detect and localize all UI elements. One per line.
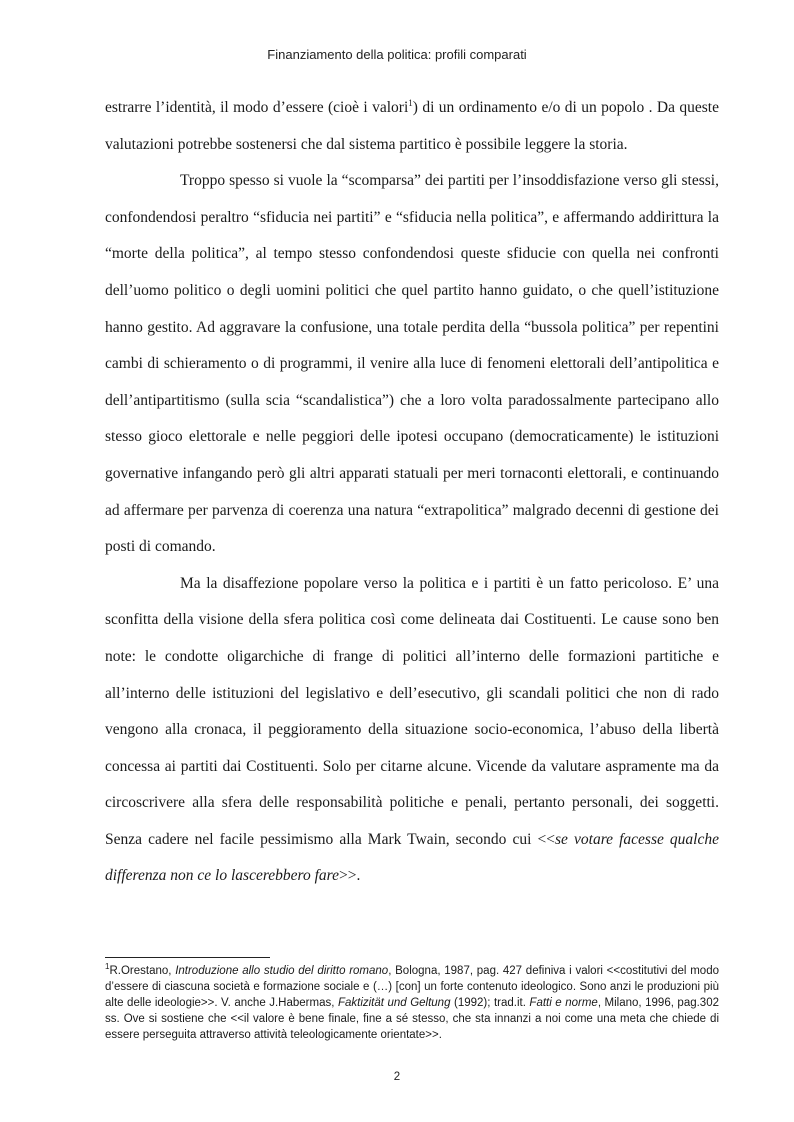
footnote-1	[105, 963, 719, 1043]
footnote-reference[interactable]: 1	[408, 97, 413, 108]
footnote-separator	[105, 957, 270, 958]
paragraph-1	[105, 90, 719, 163]
footnote-text-1: , Bologna, 1987, pag. 427 definiva i valori <<costitutivi del modo d’essere di ciascuna società e formazione sociale e (…) [con] un forte contenuto ideologico. Sono anzi le produzioni più alte delle ideologie>>. V. anche J.Habermas,	[105, 965, 719, 1009]
footnote-text-2: (1992); trad.it.	[450, 997, 530, 1009]
footnote-author: R.Orestano,	[109, 965, 176, 977]
footnote-text-3: , Milano, 1996, pag.302 ss. Ove si sostiene che <<il valore è bene finale, fine a sé stesso, che sta innanzi a noi come una meta che chiede di essere perseguita attraverso attività teleologicamente orientate>>.	[105, 997, 719, 1041]
running-header: Finanziamento della politica: profili comparati	[267, 47, 527, 62]
footnote-title-1: Introduzione allo studio del diritto romano	[175, 965, 389, 977]
footnote-title-2: Faktizität und Geltung	[337, 997, 451, 1009]
paragraph-1-text-a: estrarre l’identità, il modo d’essere (cioè i valori	[105, 99, 409, 116]
paragraph-2: Troppo spesso si vuole la “scomparsa” dei partiti per l’insoddisfazione verso gli stessi, confondendosi peraltro “sfiducia nei partiti” e “sfiducia nella politica”, e affermando addirittura la “morte della politica”, al tempo stesso confondendosi queste sfiducie con quella nei confronti dell’uomo politico o degli uomini politici che quel partito hanno guidato, o che quell’istituzione hanno gestito. Ad aggravare la confusione, una totale perdita della “bussola politica” per repentini cambi di schieramento o di programmi, il venire alla luce di fenomeni elettorali dell’antipolitica e dell’antipartitismo (sulla scia “scandalistica”) che a loro volta paradossalmente partecipano allo stesso gioco elettorale e nelle peggiori delle ipotesi occupano (democraticamente) le istituzioni governative infangando però gli altri apparati statuali per meri tornaconti elettorali, e continuando ad affermare per parvenza di coerenza una natura “extrapolitica” malgrado decenni di gestione dei posti di comando.	[105, 172, 719, 556]
footnote-number: 1	[105, 962, 110, 972]
mark-twain-quote: se votare facesse qualche differenza non ce lo lascerebbero fare	[105, 830, 719, 885]
paragraph-3-text-a: Ma la disaffezione popolare verso la politica e i partiti è un fatto pericoloso. E’ una sconfitta della visione della sfera politica così come delineata dai Costituenti. Le cause sono ben note: le condotte oligarchiche di frange di politici all’interno delle formazioni partitiche e all’interno delle istituzioni del legislativo e dell’esecutivo, gli scandali politici che non di rado vengono alla cronaca, il peggioramento della situazione socio-economica, l’abuso della libertà concessa ai partiti dai Costituenti. Solo per citarne alcune. Vicende da valutare aspramente ma da circoscrivere alla sfera delle responsabilità politiche e penali, pertanto personali, dei soggetti. Senza cadere nel facile pessimismo alla Mark Twain, secondo cui <<	[105, 574, 719, 848]
footnote-title-3: Fatti e norme	[529, 997, 598, 1009]
paragraph-1-text-b: ) di un ordinamento e/o di un popolo . Da queste valutazioni potrebbe sostenersi che dal sistema partitico è possibile leggere la storia.	[105, 99, 719, 153]
paragraph-3-text-b: >>.	[339, 867, 361, 885]
page-number: 2	[393, 1071, 401, 1083]
body-text	[105, 90, 719, 895]
paragraph-3	[105, 566, 719, 895]
